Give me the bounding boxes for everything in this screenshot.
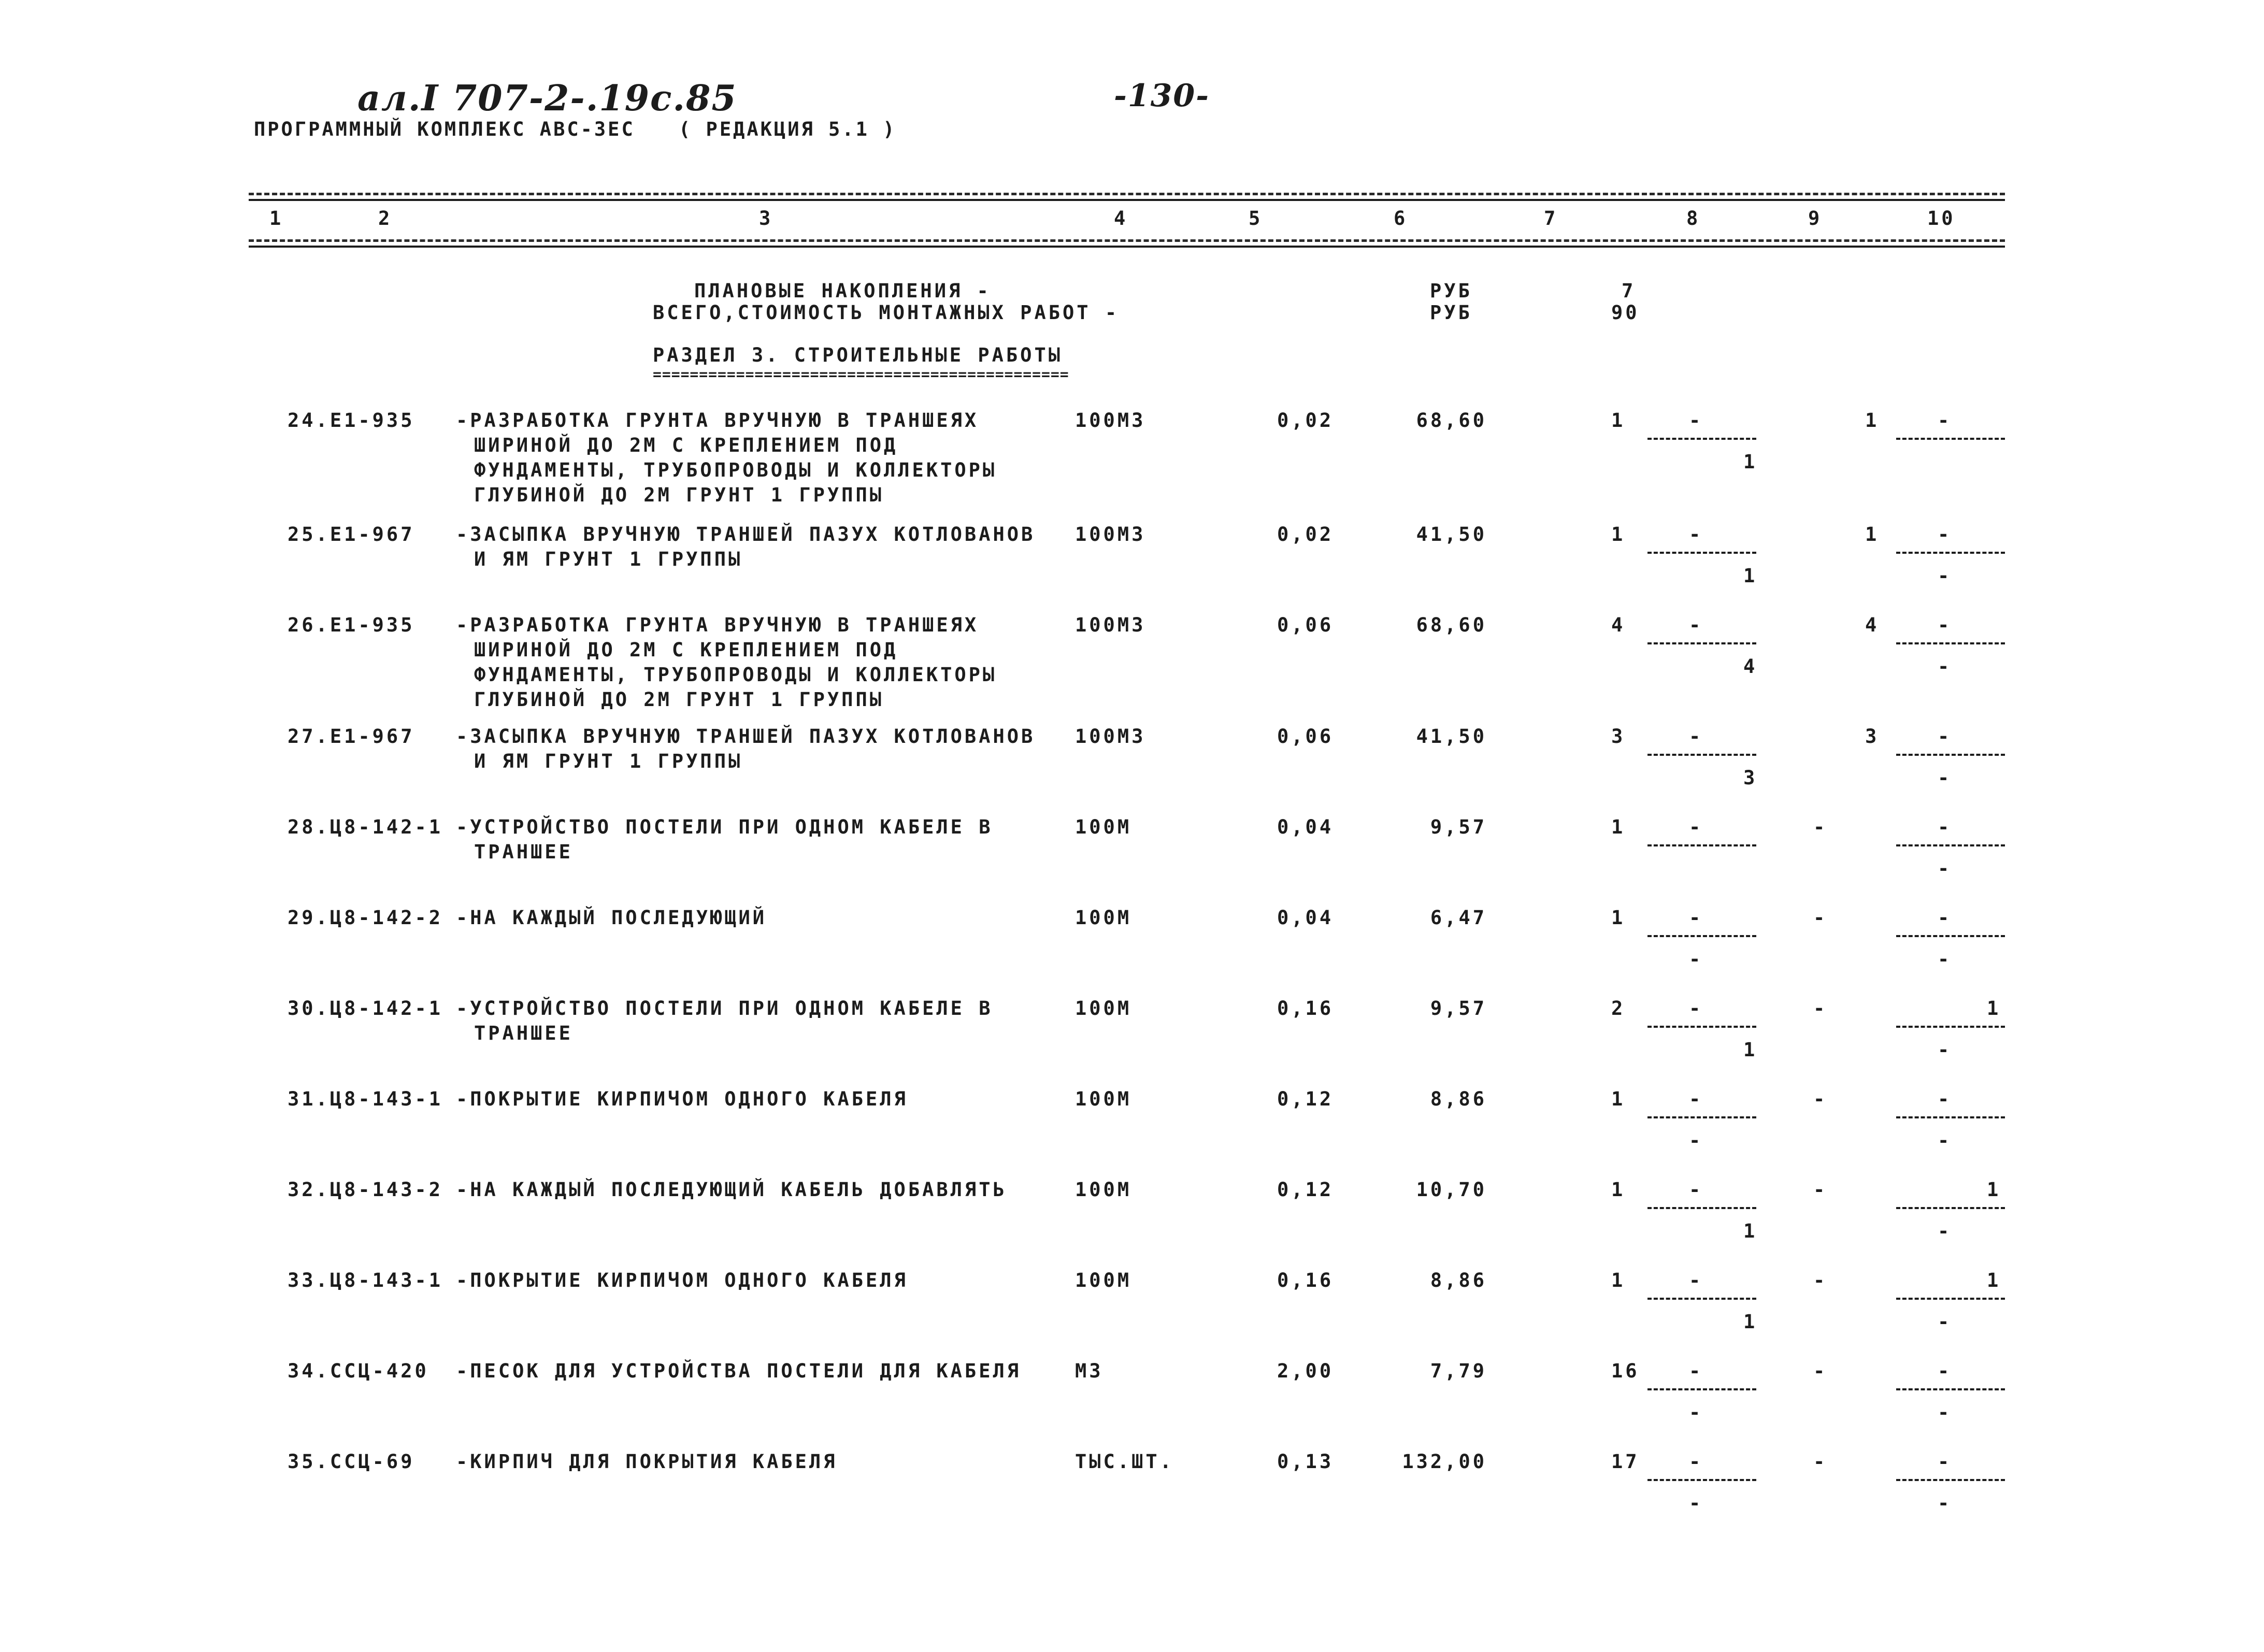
- row-code: 25.Е1-967: [288, 523, 415, 545]
- row-quantity: 0,06: [1277, 614, 1334, 636]
- row-col8-value: 3: [1611, 725, 1626, 748]
- row-name-line: -УСТРОЙСТВО ПОСТЕЛИ ПРИ ОДНОМ КАБЕЛЕ В: [456, 816, 993, 838]
- row-col9-value: -: [1813, 1450, 1828, 1473]
- row-col10-denominator: -: [1938, 1311, 1952, 1333]
- row-col8-numerator: -: [1689, 614, 1703, 636]
- row-name-line: ШИРИНОЙ ДО 2М С КРЕПЛЕНИЕМ ПОД: [474, 639, 898, 661]
- row-price: 7,79: [1430, 1360, 1487, 1382]
- row-quantity: 0,04: [1277, 907, 1334, 929]
- row-unit: 100М: [1075, 1269, 1132, 1291]
- row-col8-value: 1: [1611, 1269, 1626, 1291]
- row-code: 30.Ц8-142-1: [288, 997, 443, 1019]
- row-col10-denominator: -: [1938, 857, 1952, 880]
- row-col10-numerator: -: [1938, 1088, 1952, 1110]
- row-price: 68,60: [1416, 614, 1487, 636]
- column-header-1: 1: [269, 207, 284, 229]
- row-col8-value: 16: [1611, 1360, 1640, 1382]
- row-quantity: 0,02: [1277, 409, 1334, 432]
- row-quantity: 0,12: [1277, 1088, 1334, 1110]
- edition-label: ( РЕДАКЦИЯ 5.1 ): [679, 118, 897, 140]
- row-code: 24.Е1-935: [288, 409, 415, 432]
- row-col10-denominator: -: [1938, 1220, 1952, 1242]
- row-name-line: -ПОКРЫТИЕ КИРПИЧОМ ОДНОГО КАБЕЛЯ: [456, 1088, 908, 1110]
- row-unit: М3: [1075, 1360, 1104, 1382]
- row-code: 29.Ц8-142-2: [288, 907, 443, 929]
- row-price: 8,86: [1430, 1088, 1487, 1110]
- row-price: 41,50: [1416, 725, 1487, 748]
- row-col10-fraction-line: [1896, 438, 2005, 440]
- summary-planned-label: ПЛАНОВЫЕ НАКОПЛЕНИЯ -: [694, 280, 991, 302]
- row-col10-denominator: -: [1938, 1401, 1952, 1424]
- row-quantity: 0,02: [1277, 523, 1334, 545]
- row-col10-denominator: -: [1938, 565, 1952, 587]
- row-col10-fraction-line: [1896, 1207, 2005, 1209]
- row-col10-numerator: 1: [1987, 997, 2001, 1019]
- row-col8-numerator: -: [1689, 1360, 1703, 1382]
- row-col10-numerator: -: [1938, 725, 1952, 748]
- row-code: 35.ССЦ-69: [288, 1450, 415, 1473]
- row-col8-value: 1: [1611, 1179, 1626, 1201]
- header-top-rule: [249, 193, 2005, 195]
- row-col10-fraction-line: [1896, 1026, 2005, 1028]
- row-col10-fraction-line: [1896, 1388, 2005, 1390]
- header-bottom-rule: [249, 239, 2005, 242]
- summary-total-unit: РУБ: [1430, 301, 1472, 324]
- row-col8-fraction-line: [1647, 1298, 1756, 1300]
- row-col8-fraction-line: [1647, 935, 1756, 937]
- row-col10-denominator: -: [1938, 1039, 1952, 1061]
- row-col10-fraction-line: [1896, 1298, 2005, 1300]
- page-number: -130-: [1114, 78, 1210, 114]
- header-bottom-rule-solid: [249, 246, 2005, 248]
- row-col10-numerator: -: [1938, 409, 1952, 432]
- row-col10-numerator: -: [1938, 523, 1952, 545]
- row-unit: 100М3: [1075, 614, 1146, 636]
- row-name-line: ФУНДАМЕНТЫ, ТРУБОПРОВОДЫ И КОЛЛЕКТОРЫ: [474, 664, 997, 686]
- row-col8-numerator: -: [1689, 1179, 1703, 1201]
- summary-planned-unit: РУБ: [1430, 280, 1472, 302]
- row-col10-numerator: -: [1938, 907, 1952, 929]
- column-header-5: 5: [1249, 207, 1263, 229]
- row-col8-denominator: 1: [1743, 565, 1758, 587]
- row-col8-value: 1: [1611, 816, 1626, 838]
- row-code: 32.Ц8-143-2: [288, 1179, 443, 1201]
- row-price: 9,57: [1430, 997, 1487, 1019]
- column-header-10: 10: [1927, 207, 1956, 229]
- row-col8-denominator: 4: [1743, 655, 1758, 678]
- row-col8-value: 4: [1611, 614, 1626, 636]
- row-col10-fraction-line: [1896, 1479, 2005, 1481]
- row-price: 68,60: [1416, 409, 1487, 432]
- row-col8-fraction-line: [1647, 1207, 1756, 1209]
- row-col8-denominator: 1: [1743, 451, 1758, 473]
- row-code: 31.Ц8-143-1: [288, 1088, 443, 1110]
- column-header-4: 4: [1114, 207, 1128, 229]
- column-header-9: 9: [1808, 207, 1823, 229]
- column-header-2: 2: [378, 207, 393, 229]
- row-quantity: 2,00: [1277, 1360, 1334, 1382]
- row-col8-denominator: -: [1689, 1401, 1703, 1424]
- row-name-line: -ПОКРЫТИЕ КИРПИЧОМ ОДНОГО КАБЕЛЯ: [456, 1269, 908, 1291]
- row-col10-value: 1: [1865, 409, 1880, 432]
- row-col10-fraction-line: [1896, 1116, 2005, 1118]
- row-col8-value: 1: [1611, 409, 1626, 432]
- row-unit: 100М3: [1075, 725, 1146, 748]
- column-header-8: 8: [1686, 207, 1701, 229]
- row-col8-fraction-line: [1647, 642, 1756, 644]
- row-col10-numerator: -: [1938, 614, 1952, 636]
- row-code: 34.ССЦ-420: [288, 1360, 429, 1382]
- row-col8-numerator: -: [1689, 523, 1703, 545]
- row-col8-value: 1: [1611, 523, 1626, 545]
- row-price: 9,57: [1430, 816, 1487, 838]
- row-col10-fraction-line: [1896, 754, 2005, 756]
- row-unit: 100М: [1075, 816, 1132, 838]
- row-col10-numerator: -: [1938, 1450, 1952, 1473]
- row-name-line: -НА КАЖДЫЙ ПОСЛЕДУЮЩИЙ: [456, 907, 767, 929]
- row-col8-fraction-line: [1647, 438, 1756, 440]
- row-quantity: 0,04: [1277, 816, 1334, 838]
- row-col8-denominator: 3: [1743, 767, 1758, 789]
- row-col10-numerator: 1: [1987, 1269, 2001, 1291]
- row-col8-value: 2: [1611, 997, 1626, 1019]
- handwritten-reference: ал.Ⅰ 707-2-.19с.85: [357, 78, 737, 119]
- program-name: ПРОГРАММНЫЙ КОМПЛЕКС АВС-ЗЕС: [254, 118, 635, 140]
- row-col9-value: -: [1813, 1269, 1828, 1291]
- row-name-line: -ЗАСЫПКА ВРУЧНУЮ ТРАНШЕЙ ПАЗУХ КОТЛОВАНОВ: [456, 523, 1036, 545]
- row-col8-numerator: -: [1689, 907, 1703, 929]
- row-col8-value: 1: [1611, 907, 1626, 929]
- row-name-line: ТРАНШЕЕ: [474, 1022, 573, 1044]
- row-name-line: И ЯМ ГРУНТ 1 ГРУППЫ: [474, 750, 743, 772]
- row-price: 6,47: [1430, 907, 1487, 929]
- row-price: 8,86: [1430, 1269, 1487, 1291]
- row-name-line: ТРАНШЕЕ: [474, 841, 573, 863]
- row-col8-numerator: -: [1689, 816, 1703, 838]
- row-name-line: -НА КАЖДЫЙ ПОСЛЕДУЮЩИЙ КАБЕЛЬ ДОБАВЛЯТЬ: [456, 1179, 1007, 1201]
- summary-total-label: ВСЕГО,СТОИМОСТЬ МОНТАЖНЫХ РАБОТ -: [653, 301, 1120, 324]
- row-quantity: 0,12: [1277, 1179, 1334, 1201]
- row-col10-value: 3: [1865, 725, 1880, 748]
- row-quantity: 0,13: [1277, 1450, 1334, 1473]
- row-col8-denominator: 1: [1743, 1039, 1758, 1061]
- section-underline: =============================================: [653, 366, 1069, 383]
- row-quantity: 0,16: [1277, 997, 1334, 1019]
- row-col10-denominator: -: [1938, 1129, 1952, 1152]
- row-col10-denominator: -: [1938, 1492, 1952, 1514]
- row-unit: 100М: [1075, 1179, 1132, 1201]
- section-title: РАЗДЕЛ 3. СТРОИТЕЛЬНЫЕ РАБОТЫ: [653, 344, 1063, 366]
- row-unit: 100М: [1075, 997, 1132, 1019]
- row-name-line: -КИРПИЧ ДЛЯ ПОКРЫТИЯ КАБЕЛЯ: [456, 1450, 838, 1473]
- row-col9-value: -: [1813, 997, 1828, 1019]
- row-quantity: 0,06: [1277, 725, 1334, 748]
- row-col10-value: 1: [1865, 523, 1880, 545]
- row-col8-fraction-line: [1647, 1116, 1756, 1118]
- row-col8-fraction-line: [1647, 1479, 1756, 1481]
- row-code: 28.Ц8-142-1: [288, 816, 443, 838]
- row-price: 41,50: [1416, 523, 1487, 545]
- row-unit: 100М: [1075, 907, 1132, 929]
- row-name-line: ШИРИНОЙ ДО 2М С КРЕПЛЕНИЕМ ПОД: [474, 434, 898, 456]
- row-col9-value: -: [1813, 816, 1828, 838]
- header-top-rule-solid: [249, 199, 2005, 201]
- row-name-line: ГЛУБИНОЙ ДО 2М ГРУНТ 1 ГРУППЫ: [474, 484, 884, 506]
- row-col8-value: 1: [1611, 1088, 1626, 1110]
- row-col8-numerator: -: [1689, 409, 1703, 432]
- column-header-7: 7: [1544, 207, 1558, 229]
- row-col9-value: -: [1813, 907, 1828, 929]
- row-col8-fraction-line: [1647, 844, 1756, 846]
- row-col10-fraction-line: [1896, 642, 2005, 644]
- row-name-line: -РАЗРАБОТКА ГРУНТА ВРУЧНУЮ В ТРАНШЕЯХ: [456, 409, 979, 432]
- row-col10-fraction-line: [1896, 552, 2005, 554]
- row-code: 27.Е1-967: [288, 725, 415, 748]
- row-unit: 100М3: [1075, 523, 1146, 545]
- row-name-line: ГЛУБИНОЙ ДО 2М ГРУНТ 1 ГРУППЫ: [474, 688, 884, 711]
- row-price: 10,70: [1416, 1179, 1487, 1201]
- column-header-3: 3: [759, 207, 773, 229]
- row-name-line: -ПЕСОК ДЛЯ УСТРОЙСТВА ПОСТЕЛИ ДЛЯ КАБЕЛЯ: [456, 1360, 1022, 1382]
- row-col8-denominator: 1: [1743, 1220, 1758, 1242]
- row-unit: 100М3: [1075, 409, 1146, 432]
- row-col9-value: -: [1813, 1360, 1828, 1382]
- row-unit: ТЫС.ШТ.: [1075, 1450, 1174, 1473]
- row-name-line: -УСТРОЙСТВО ПОСТЕЛИ ПРИ ОДНОМ КАБЕЛЕ В: [456, 997, 993, 1019]
- row-col8-numerator: -: [1689, 1088, 1703, 1110]
- row-col9-value: -: [1813, 1179, 1828, 1201]
- row-name-line: -ЗАСЫПКА ВРУЧНУЮ ТРАНШЕЙ ПАЗУХ КОТЛОВАНОВ: [456, 725, 1036, 748]
- row-col10-numerator: -: [1938, 1360, 1952, 1382]
- row-col8-fraction-line: [1647, 754, 1756, 756]
- row-col8-numerator: -: [1689, 1269, 1703, 1291]
- row-col10-numerator: -: [1938, 816, 1952, 838]
- row-code: 33.Ц8-143-1: [288, 1269, 443, 1291]
- row-col8-fraction-line: [1647, 1388, 1756, 1390]
- summary-planned-value: 7: [1622, 280, 1636, 302]
- row-unit: 100М: [1075, 1088, 1132, 1110]
- column-header-6: 6: [1394, 207, 1408, 229]
- row-code: 26.Е1-935: [288, 614, 415, 636]
- row-col10-value: 4: [1865, 614, 1880, 636]
- row-col8-numerator: -: [1689, 997, 1703, 1019]
- row-col9-value: -: [1813, 1088, 1828, 1110]
- row-col8-fraction-line: [1647, 1026, 1756, 1028]
- row-name-line: И ЯМ ГРУНТ 1 ГРУППЫ: [474, 548, 743, 570]
- row-col10-denominator: -: [1938, 948, 1952, 970]
- row-col8-denominator: -: [1689, 1129, 1703, 1152]
- row-col10-numerator: 1: [1987, 1179, 2001, 1201]
- row-col8-fraction-line: [1647, 552, 1756, 554]
- row-col10-fraction-line: [1896, 844, 2005, 846]
- row-col8-denominator: 1: [1743, 1311, 1758, 1333]
- row-col10-denominator: -: [1938, 767, 1952, 789]
- row-col10-fraction-line: [1896, 935, 2005, 937]
- row-name-line: -РАЗРАБОТКА ГРУНТА ВРУЧНУЮ В ТРАНШЕЯХ: [456, 614, 979, 636]
- row-name-line: ФУНДАМЕНТЫ, ТРУБОПРОВОДЫ И КОЛЛЕКТОРЫ: [474, 459, 997, 481]
- row-col8-denominator: -: [1689, 948, 1703, 970]
- row-col8-denominator: -: [1689, 1492, 1703, 1514]
- row-quantity: 0,16: [1277, 1269, 1334, 1291]
- row-col8-numerator: -: [1689, 725, 1703, 748]
- summary-total-value: 90: [1611, 301, 1640, 324]
- row-col10-denominator: -: [1938, 655, 1952, 678]
- row-col8-numerator: -: [1689, 1450, 1703, 1473]
- row-col8-value: 17: [1611, 1450, 1640, 1473]
- row-price: 132,00: [1402, 1450, 1487, 1473]
